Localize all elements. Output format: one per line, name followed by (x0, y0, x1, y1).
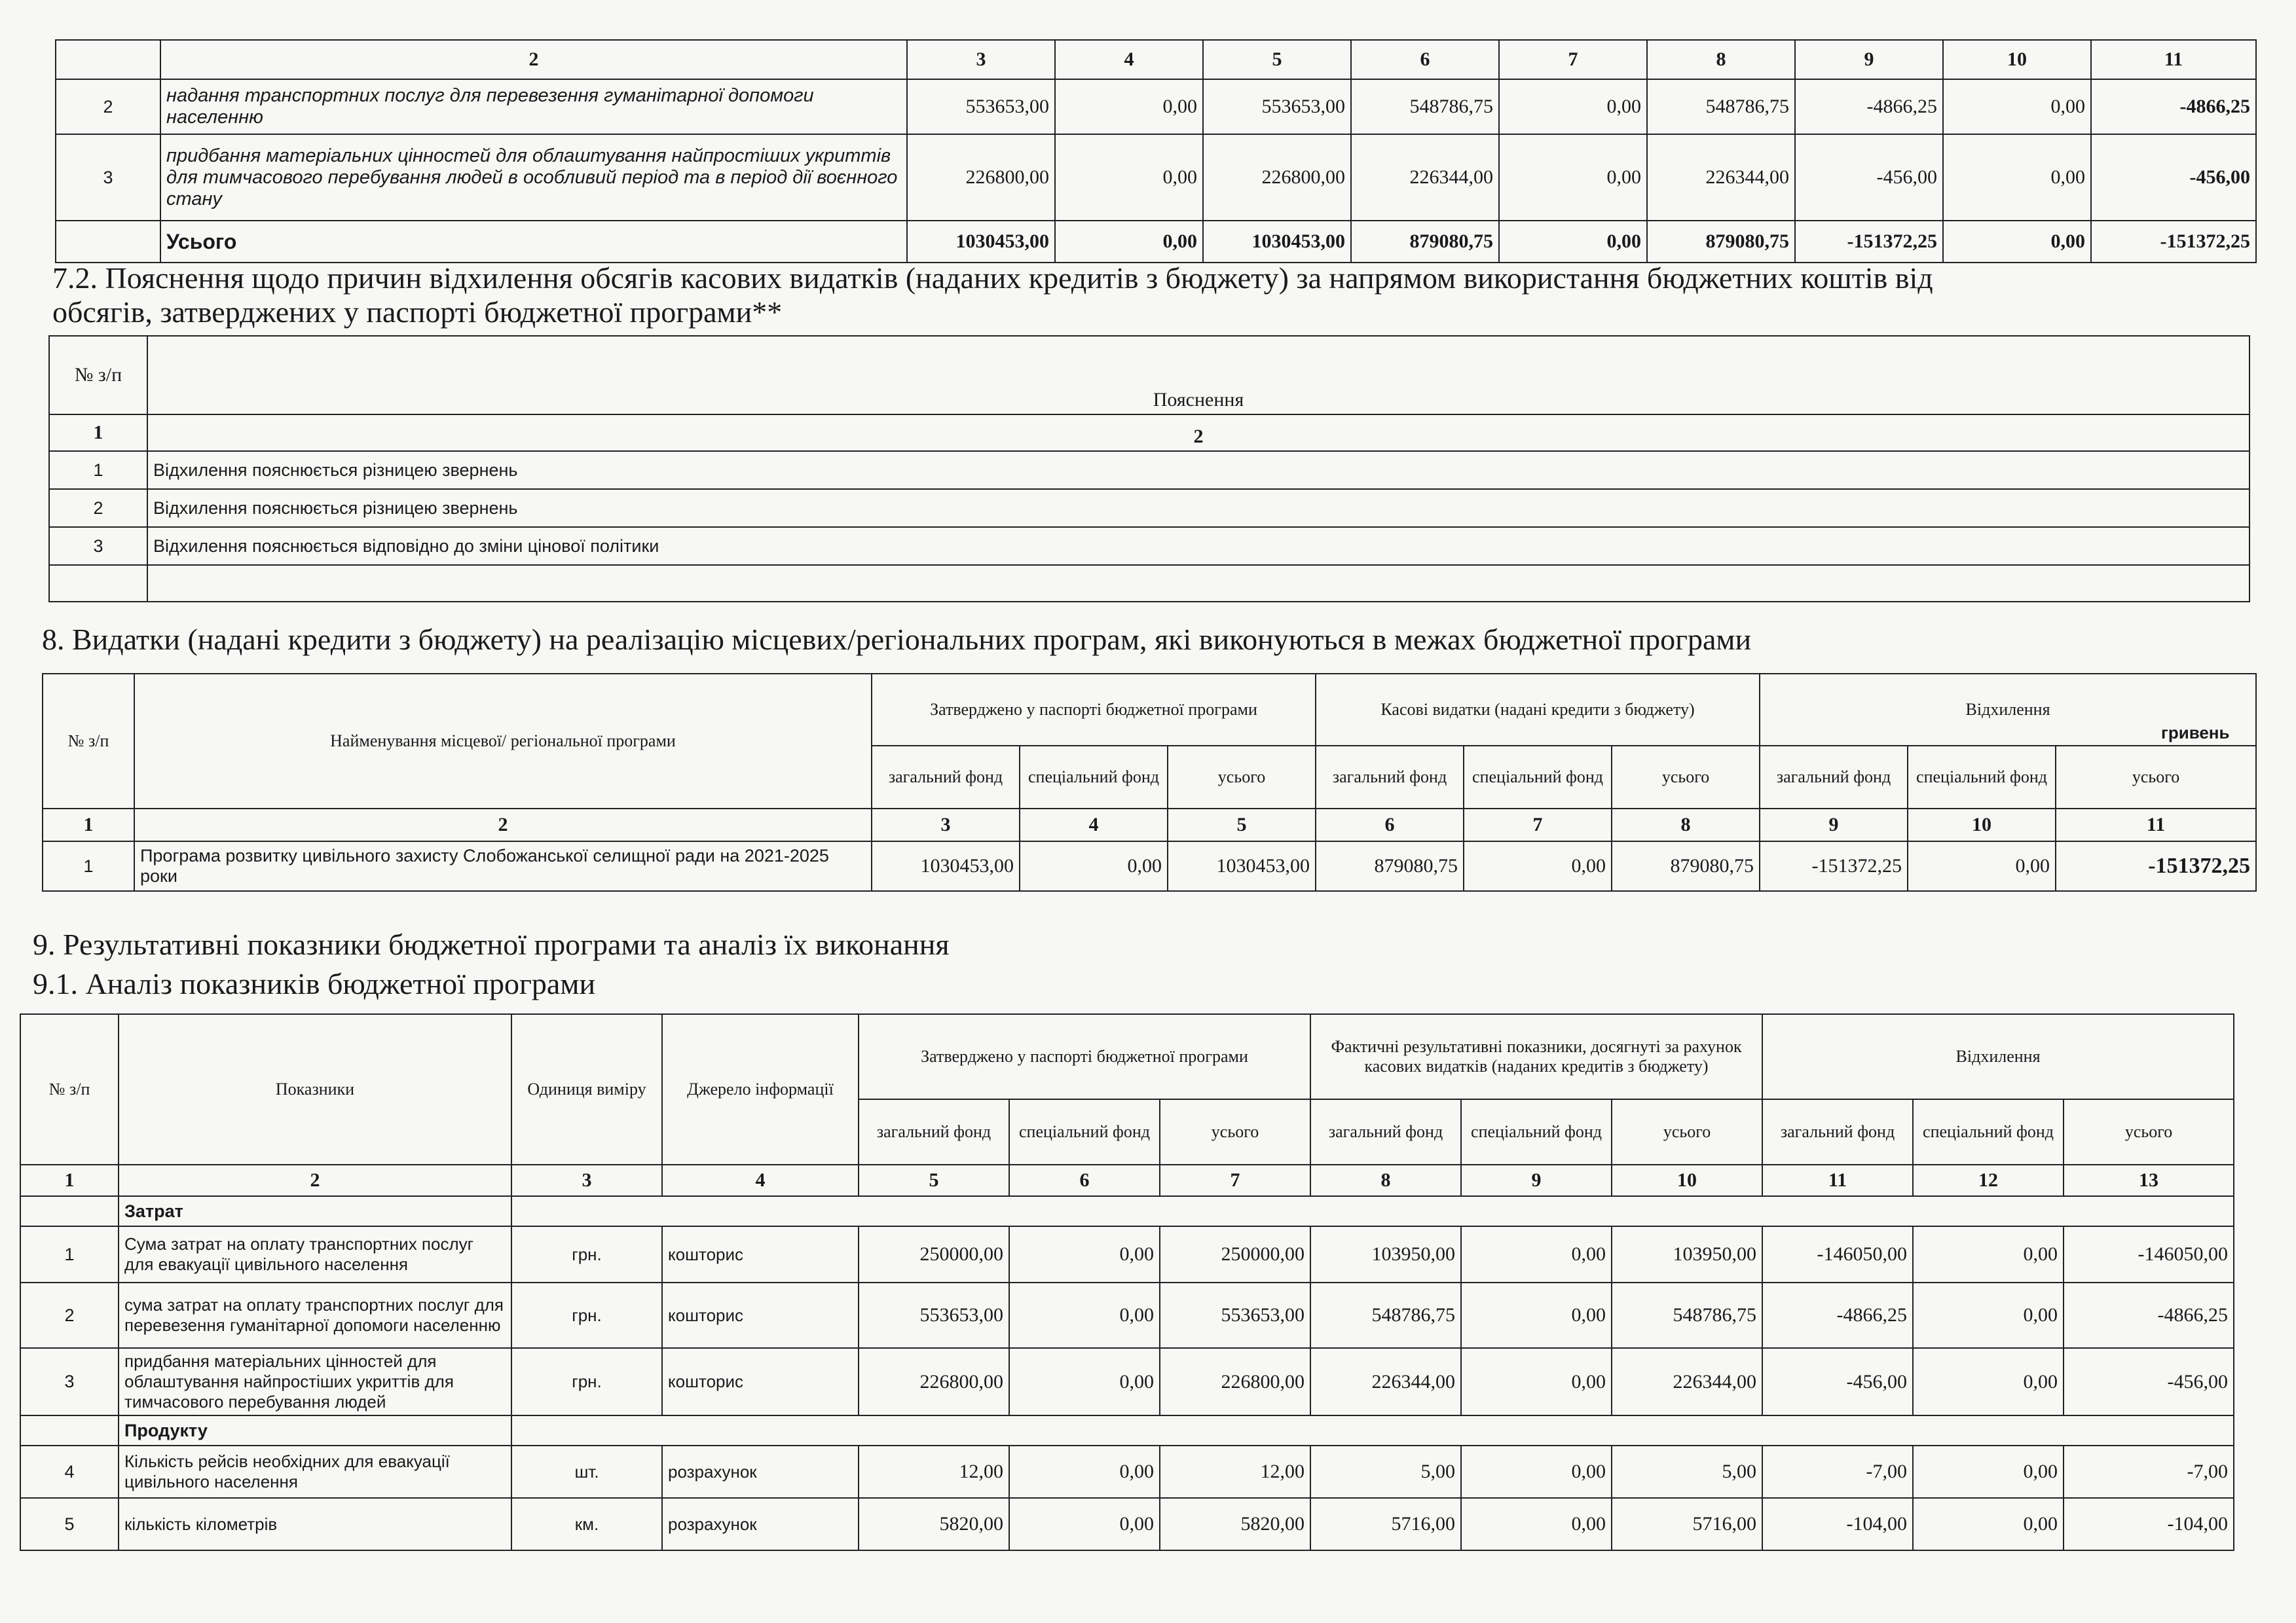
value-cell: 879080,75 (1612, 841, 1760, 891)
col-num: 6 (1009, 1165, 1160, 1196)
header-row (20, 1014, 2234, 1099)
value-cell: -4866,25 (1795, 79, 1943, 134)
table-row (20, 1283, 2234, 1348)
explanation-text: Відхилення пояснюється різницею звернень (147, 451, 2250, 489)
value-cell: 0,00 (1499, 134, 1647, 221)
indicator-source: розрахунок (662, 1446, 859, 1498)
value-cell: 226344,00 (1351, 134, 1499, 221)
value-cell: 553653,00 (1160, 1283, 1310, 1348)
row-number: 3 (49, 527, 147, 565)
row-number: 2 (56, 79, 160, 134)
col-num: 8 (1612, 809, 1760, 841)
value-cell: 5820,00 (859, 1498, 1009, 1550)
table-row (20, 1226, 2234, 1283)
col-num: 5 (859, 1165, 1009, 1196)
col-num: 10 (1908, 809, 2056, 841)
sub-general: загальний фонд (872, 746, 1020, 809)
value-cell: 1030453,00 (1168, 841, 1316, 891)
sub-total: усього (2056, 746, 2256, 809)
section-9-1-heading: 9.1. Аналіз показників бюджетної програми (33, 967, 596, 1000)
table-9-1-indicators (20, 1013, 2234, 1551)
value-cell: 0,00 (1464, 841, 1612, 891)
value-cell: 0,00 (1943, 134, 2091, 221)
program-name: Програма розвитку цивільного захисту Слобожанської селищної ради на 2021-2025 роки (134, 841, 872, 891)
col-num: 8 (1310, 1165, 1461, 1196)
row-number: 1 (49, 451, 147, 489)
value-cell: 5716,00 (1310, 1498, 1461, 1550)
row-number: 2 (49, 489, 147, 527)
value-cell: 548786,75 (1612, 1283, 1762, 1348)
explanation-text: Відхилення пояснюється відповідно до зміни цінової політики (147, 527, 2250, 565)
value-cell: 226800,00 (1203, 134, 1351, 221)
value-cell: 226800,00 (907, 134, 1055, 221)
value-cell: -456,00 (1762, 1348, 1913, 1415)
indicator-source: кошторис (662, 1226, 859, 1283)
col-source-header: Джерело інформації (662, 1014, 859, 1165)
table-8-local-programs (42, 673, 2257, 892)
value-cell: 0,00 (1461, 1226, 1612, 1283)
sub-general: загальний фонд (859, 1099, 1009, 1165)
direction-name: придбання матеріальних цінностей для облаштування найпростіших укриттів для тимчасового перебування людей в особливий період та в період дії воєнного стану (160, 134, 907, 221)
total-label: Усього (160, 221, 907, 263)
table-row (20, 1498, 2234, 1550)
sub-total: усього (1612, 746, 1760, 809)
value-cell: 0,00 (1009, 1283, 1160, 1348)
column-number-row (43, 809, 2256, 841)
value-cell: 12,00 (1160, 1446, 1310, 1498)
col-num: 5 (1168, 809, 1316, 841)
total-cell: 0,00 (1499, 221, 1647, 263)
group-deviation-header: Відхилення (1760, 674, 2256, 746)
row-number: 3 (56, 134, 160, 221)
indicator-source: кошторис (662, 1348, 859, 1415)
sub-special: спеціальний фонд (1464, 746, 1612, 809)
sub-total: усього (1168, 746, 1316, 809)
value-cell: 553653,00 (907, 79, 1055, 134)
col-num: 2 (134, 809, 872, 841)
value-cell: 5,00 (1310, 1446, 1461, 1498)
value-cell: 0,00 (1055, 134, 1203, 221)
col-indicators-header: Показники (119, 1014, 511, 1165)
col-num: 3 (907, 40, 1055, 79)
value-cell: -104,00 (1762, 1498, 1913, 1550)
value-cell: -456,00 (2091, 134, 2256, 221)
col-unit-header: Одиниця виміру (511, 1014, 662, 1165)
col-num: 2 (119, 1165, 511, 1196)
value-cell: 5820,00 (1160, 1498, 1310, 1550)
indicator-unit: км. (511, 1498, 662, 1550)
col-num: 9 (1461, 1165, 1612, 1196)
value-cell: 12,00 (859, 1446, 1009, 1498)
value-cell: -7,00 (1762, 1446, 1913, 1498)
col-no-header: № з/п (43, 674, 134, 809)
value-cell: -104,00 (2064, 1498, 2234, 1550)
col-num: 3 (872, 809, 1020, 841)
indicator-unit: грн. (511, 1283, 662, 1348)
column-number-row (56, 40, 2256, 79)
header-row (49, 336, 2250, 414)
col-num: 4 (662, 1165, 859, 1196)
value-cell: 250000,00 (859, 1226, 1009, 1283)
col-num: 4 (1055, 40, 1203, 79)
value-cell: 879080,75 (1316, 841, 1464, 891)
row-number: 1 (20, 1226, 119, 1283)
value-cell: 103950,00 (1310, 1226, 1461, 1283)
value-cell: 0,00 (1913, 1446, 2064, 1498)
col-num: 5 (1203, 40, 1351, 79)
value-cell: 5,00 (1612, 1446, 1762, 1498)
value-cell: 0,00 (1913, 1226, 2064, 1283)
value-cell: -456,00 (2064, 1348, 2234, 1415)
col-num: 13 (2064, 1165, 2234, 1196)
value-cell: -4866,25 (2091, 79, 2256, 134)
sub-special: спеціальний фонд (1020, 746, 1168, 809)
section-8-heading: 8. Видатки (надані кредити з бюджету) на реалізацію місцевих/регіональних програм, які виконуються в межах бюджетної програми (42, 623, 1752, 656)
value-cell: 0,00 (1913, 1348, 2064, 1415)
value-cell: 548786,75 (1351, 79, 1499, 134)
value-cell: 0,00 (1009, 1348, 1160, 1415)
indicator-name: кількість кілометрів (119, 1498, 511, 1550)
col-program-name-header: Найменування місцевої/ регіональної програми (134, 674, 872, 809)
col-num: 6 (1351, 40, 1499, 79)
direction-name: надання транспортних послуг для перевезення гуманітарної допомоги населенню (160, 79, 907, 134)
total-cell: 1030453,00 (1203, 221, 1351, 263)
indicator-name: Сума затрат на оплату транспортних послуг для евакуації цивільного населення (119, 1226, 511, 1283)
section-7-2-heading-line2: обсягів, затверджених у паспорті бюджетної програми** (52, 295, 783, 329)
col-num: 4 (1020, 809, 1168, 841)
row-number: 3 (20, 1348, 119, 1415)
col-num: 12 (1913, 1165, 2064, 1196)
value-cell: -4866,25 (2064, 1283, 2234, 1348)
value-cell: 1030453,00 (872, 841, 1020, 891)
indicator-name: Кількість рейсів необхідних для евакуації цивільного населення (119, 1446, 511, 1498)
sub-special: спеціальний фонд (1908, 746, 2056, 809)
value-cell: 0,00 (1055, 79, 1203, 134)
col-num: 11 (2056, 809, 2256, 841)
row-number: 2 (20, 1283, 119, 1348)
value-cell: 0,00 (1009, 1446, 1160, 1498)
sub-general: загальний фонд (1310, 1099, 1461, 1165)
table-7-1-continuation (55, 39, 2257, 263)
unit-label: гривень (2161, 723, 2230, 742)
value-cell: 0,00 (1009, 1498, 1160, 1550)
value-cell: 0,00 (1020, 841, 1168, 891)
value-cell: -456,00 (1795, 134, 1943, 221)
value-cell: 553653,00 (859, 1283, 1009, 1348)
total-cell: 0,00 (1055, 221, 1203, 263)
table-row (43, 841, 2256, 891)
indicator-unit: шт. (511, 1446, 662, 1498)
table-row (56, 79, 2256, 134)
table-row (20, 1348, 2234, 1415)
col-explanation-header: Пояснення (147, 336, 2250, 414)
table-row (20, 1446, 2234, 1498)
col-num: 7 (1160, 1165, 1310, 1196)
column-number-row (49, 414, 2250, 451)
indicator-unit: грн. (511, 1226, 662, 1283)
column-number-row (20, 1165, 2234, 1196)
col-num: 1 (20, 1165, 119, 1196)
col-num: 9 (1760, 809, 1908, 841)
indicator-source: кошторис (662, 1283, 859, 1348)
total-cell: -151372,25 (1795, 221, 1943, 263)
col-no-header: № з/п (20, 1014, 119, 1165)
explanation-text: Відхилення пояснюється різницею звернень (147, 489, 2250, 527)
section-7-2-heading-line1: 7.2. Пояснення щодо причин відхилення обсягів касових видатків (наданих кредитів з бюджету) за напрямом використання бюджетних коштів від (52, 261, 1933, 295)
indicator-name: придбання матеріальних цінностей для облаштування найпростіших укриттів для тимчасового перебування людей (119, 1348, 511, 1415)
group-row-product (20, 1415, 2234, 1446)
value-cell: 226800,00 (859, 1348, 1009, 1415)
table-7-2-explanations (48, 335, 2250, 602)
value-cell: 548786,75 (1310, 1283, 1461, 1348)
value-cell: -151372,25 (1760, 841, 1908, 891)
value-cell: 103950,00 (1612, 1226, 1762, 1283)
value-cell: -7,00 (2064, 1446, 2234, 1498)
value-cell: 0,00 (1461, 1283, 1612, 1348)
sub-total: усього (1160, 1099, 1310, 1165)
value-cell: 250000,00 (1160, 1226, 1310, 1283)
value-cell: 0,00 (1009, 1226, 1160, 1283)
col-num: 3 (511, 1165, 662, 1196)
row-number: 4 (20, 1446, 119, 1498)
group-deviation-header: Відхилення (1762, 1014, 2234, 1099)
col-no-header: № з/п (49, 336, 147, 414)
col-num: 6 (1316, 809, 1464, 841)
col-num: 2 (147, 414, 2250, 451)
group-label: Затрат (119, 1196, 511, 1226)
section-9-heading: 9. Результативні показники бюджетної програми та аналіз їх виконання (33, 928, 950, 961)
sub-special: спеціальний фонд (1913, 1099, 2064, 1165)
group-approved-header: Затверджено у паспорті бюджетної програми (872, 674, 1316, 746)
col-num: 11 (1762, 1165, 1913, 1196)
group-actual-header: Фактичні результативні показники, досягнуті за рахунок касових видатків (наданих кредитів з бюджету) (1310, 1014, 1762, 1099)
group-row-costs (20, 1196, 2234, 1226)
value-cell: 0,00 (1461, 1498, 1612, 1550)
indicator-unit: грн. (511, 1348, 662, 1415)
sub-total: усього (1612, 1099, 1762, 1165)
value-cell: 0,00 (1499, 79, 1647, 134)
table-row (49, 451, 2250, 489)
indicator-name: сума затрат на оплату транспортних послуг для перевезення гуманітарної допомоги населенню (119, 1283, 511, 1348)
value-cell: 226344,00 (1612, 1348, 1762, 1415)
total-cell: 1030453,00 (907, 221, 1055, 263)
value-cell: 226344,00 (1310, 1348, 1461, 1415)
col-num: 10 (1943, 40, 2091, 79)
header-row (43, 674, 2256, 746)
indicator-source: розрахунок (662, 1498, 859, 1550)
col-num: 1 (49, 414, 147, 451)
value-cell: -4866,25 (1762, 1283, 1913, 1348)
value-cell: 226800,00 (1160, 1348, 1310, 1415)
total-cell: -151372,25 (2091, 221, 2256, 263)
value-cell: -146050,00 (2064, 1226, 2234, 1283)
group-cash-expenses-header: Касові видатки (надані кредити з бюджету) (1316, 674, 1760, 746)
group-approved-header: Затверджено у паспорті бюджетної програми (859, 1014, 1310, 1099)
row-number: 5 (20, 1498, 119, 1550)
col-num: 1 (43, 809, 134, 841)
value-cell: 548786,75 (1647, 79, 1795, 134)
table-row (49, 527, 2250, 565)
value-cell: 0,00 (1913, 1283, 2064, 1348)
total-cell: 879080,75 (1351, 221, 1499, 263)
value-cell: 0,00 (1908, 841, 2056, 891)
col-num: 7 (1464, 809, 1612, 841)
sub-general: загальний фонд (1762, 1099, 1913, 1165)
value-cell: 0,00 (1461, 1348, 1612, 1415)
col-num: 7 (1499, 40, 1647, 79)
value-cell: -146050,00 (1762, 1226, 1913, 1283)
col-num: 8 (1647, 40, 1795, 79)
value-cell: 0,00 (1913, 1498, 2064, 1550)
value-cell: 553653,00 (1203, 79, 1351, 134)
sub-total: усього (2064, 1099, 2234, 1165)
total-cell: 879080,75 (1647, 221, 1795, 263)
total-cell: 0,00 (1943, 221, 2091, 263)
sub-special: спеціальний фонд (1461, 1099, 1612, 1165)
sub-general: загальний фонд (1316, 746, 1464, 809)
value-cell: 0,00 (1461, 1446, 1612, 1498)
row-number: 1 (43, 841, 134, 891)
table-row (56, 134, 2256, 221)
col-num: 11 (2091, 40, 2256, 79)
sub-special: спеціальний фонд (1009, 1099, 1160, 1165)
col-num: 10 (1612, 1165, 1762, 1196)
col-num: 2 (160, 40, 907, 79)
group-label: Продукту (119, 1415, 511, 1446)
value-cell: 226344,00 (1647, 134, 1795, 221)
col-num: 9 (1795, 40, 1943, 79)
total-row (56, 221, 2256, 263)
sub-general: загальний фонд (1760, 746, 1908, 809)
value-cell: 0,00 (1943, 79, 2091, 134)
table-row (49, 489, 2250, 527)
value-cell: 5716,00 (1612, 1498, 1762, 1550)
value-cell: -151372,25 (2056, 841, 2256, 891)
